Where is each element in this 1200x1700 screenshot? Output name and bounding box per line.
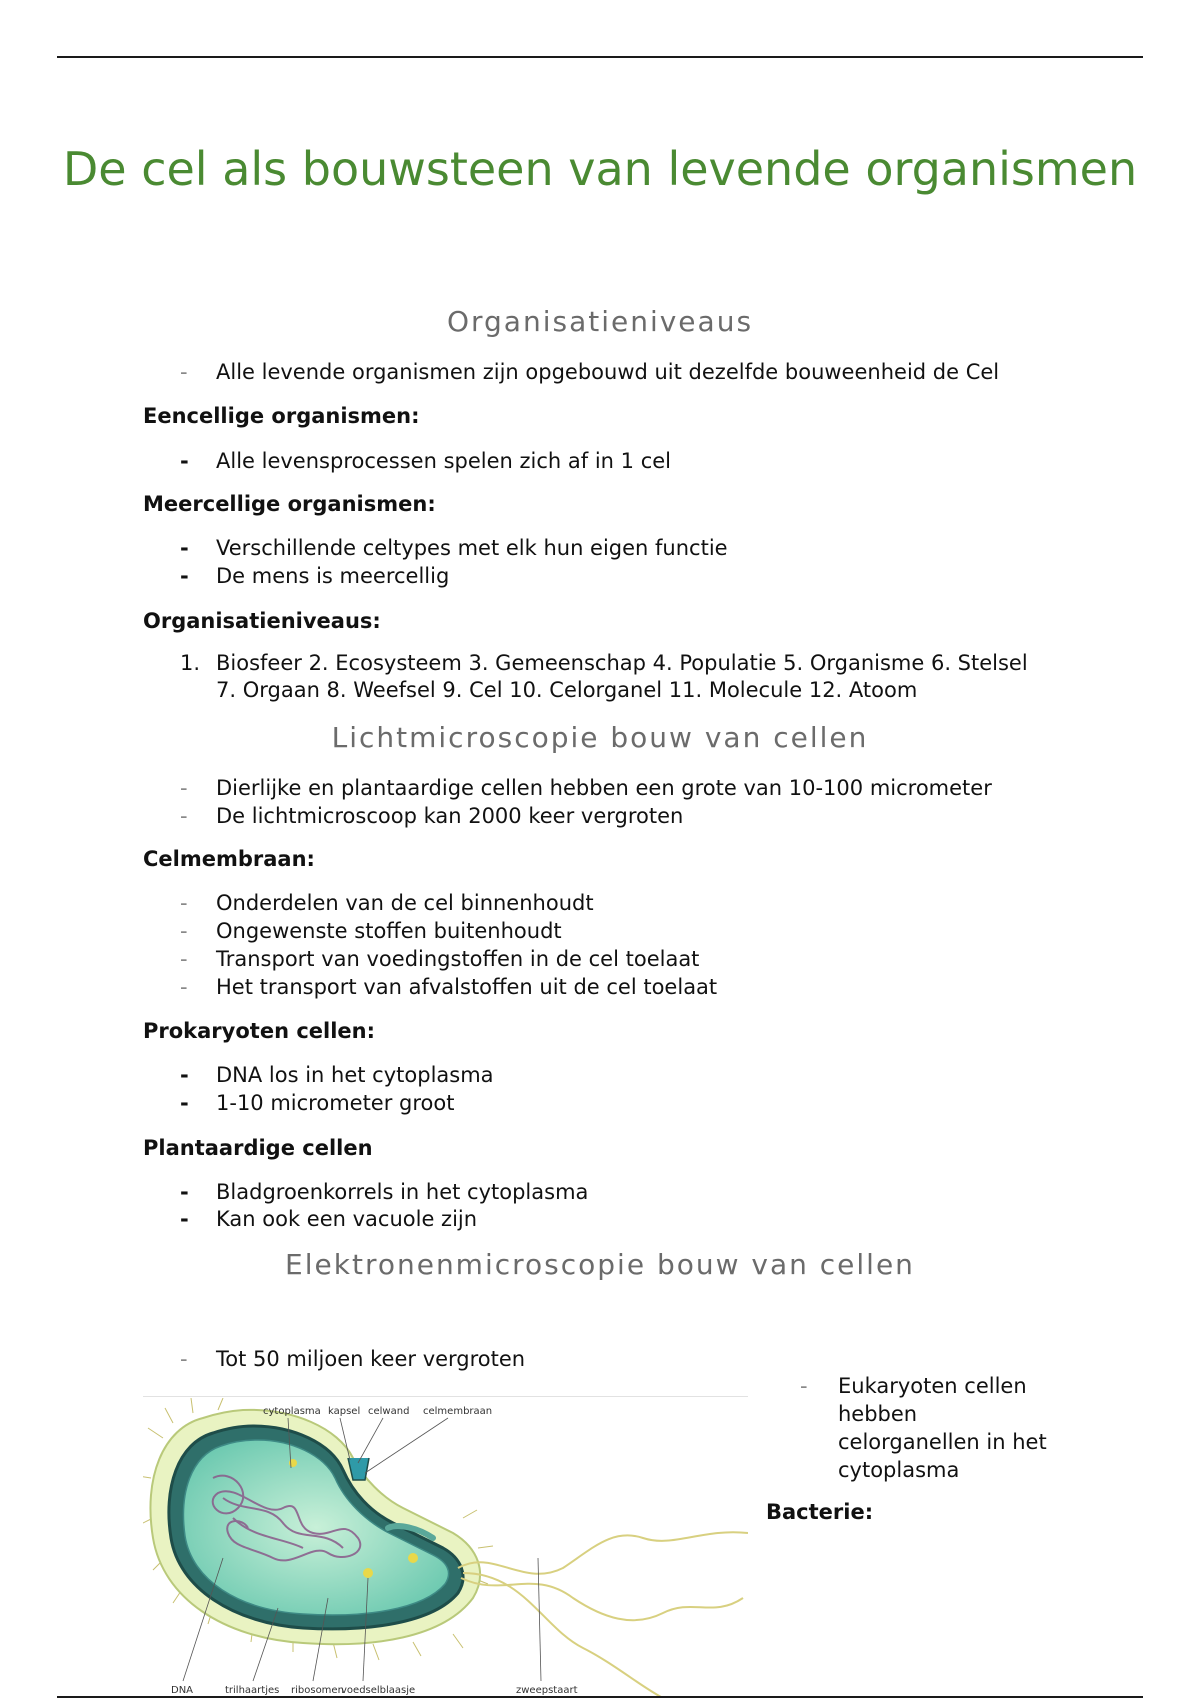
label-meercellig: Meercellige organismen: [143,492,436,516]
bullet-dash: - [180,804,188,828]
bullet-dash: - [180,449,189,473]
label-bacterie: Bacterie: [766,1500,874,1524]
label-plantaardige-cellen: Plantaardige cellen [143,1136,373,1160]
bullet-dash: - [180,536,189,560]
label-voedselblaasje: voedselblaasje [341,1685,416,1696]
label-trilhaartjes: trilhaartjes [225,1685,280,1696]
label-celmembraan: celmembraan [423,1406,493,1417]
voedselblaasje-dot [363,1568,373,1578]
label-celmembraan: Celmembraan: [143,847,315,871]
label-celwand: celwand [368,1406,410,1417]
document-title: De cel als bouwsteen van levende organismen [62,142,1138,196]
bullet-dash: - [180,1180,189,1204]
voedselblaasje-dot [408,1553,418,1563]
zweepstaart-flagellum [458,1532,748,1698]
label-kapsel: kapsel [328,1406,361,1417]
bullet-dash: - [180,975,188,999]
bullet-dash: - [180,947,188,971]
bacterium-diagram [143,1398,748,1698]
bottom-rule [57,1696,1143,1698]
bullet-dash: - [180,776,188,800]
label-dna: DNA [171,1685,194,1696]
bullet-dash: - [800,1374,808,1398]
label-organisatieniveaus: Organisatieniveaus: [143,609,381,633]
label-ribosomen: ribosomen [291,1685,344,1696]
figure-top-border [143,1396,748,1397]
label-eencellig: Eencellige organismen: [143,404,420,428]
bullet-dash: - [180,1091,189,1115]
bullet-dash: - [180,1063,189,1087]
heading-lichtmicroscopie: Lichtmicroscopie bouw van cellen [331,721,869,754]
bullet-dash: - [180,891,188,915]
bullet-dash: - [180,564,189,588]
heading-elektronenmicroscopie: Elektronenmicroscopie bouw van cellen [285,1248,915,1281]
label-prokaryoten: Prokaryoten cellen: [143,1019,376,1043]
bullet-dash: - [180,360,188,384]
label-cytoplasma: cytoplasma [263,1406,321,1417]
bullet-dash: - [180,919,188,943]
label-zweepstaart: zweepstaart [516,1685,578,1696]
bullet-dash: - [180,1347,188,1371]
heading-organisatieniveaus: Organisatieniveaus [446,305,754,338]
top-rule [57,56,1143,58]
bullet-dash: - [180,1207,189,1231]
